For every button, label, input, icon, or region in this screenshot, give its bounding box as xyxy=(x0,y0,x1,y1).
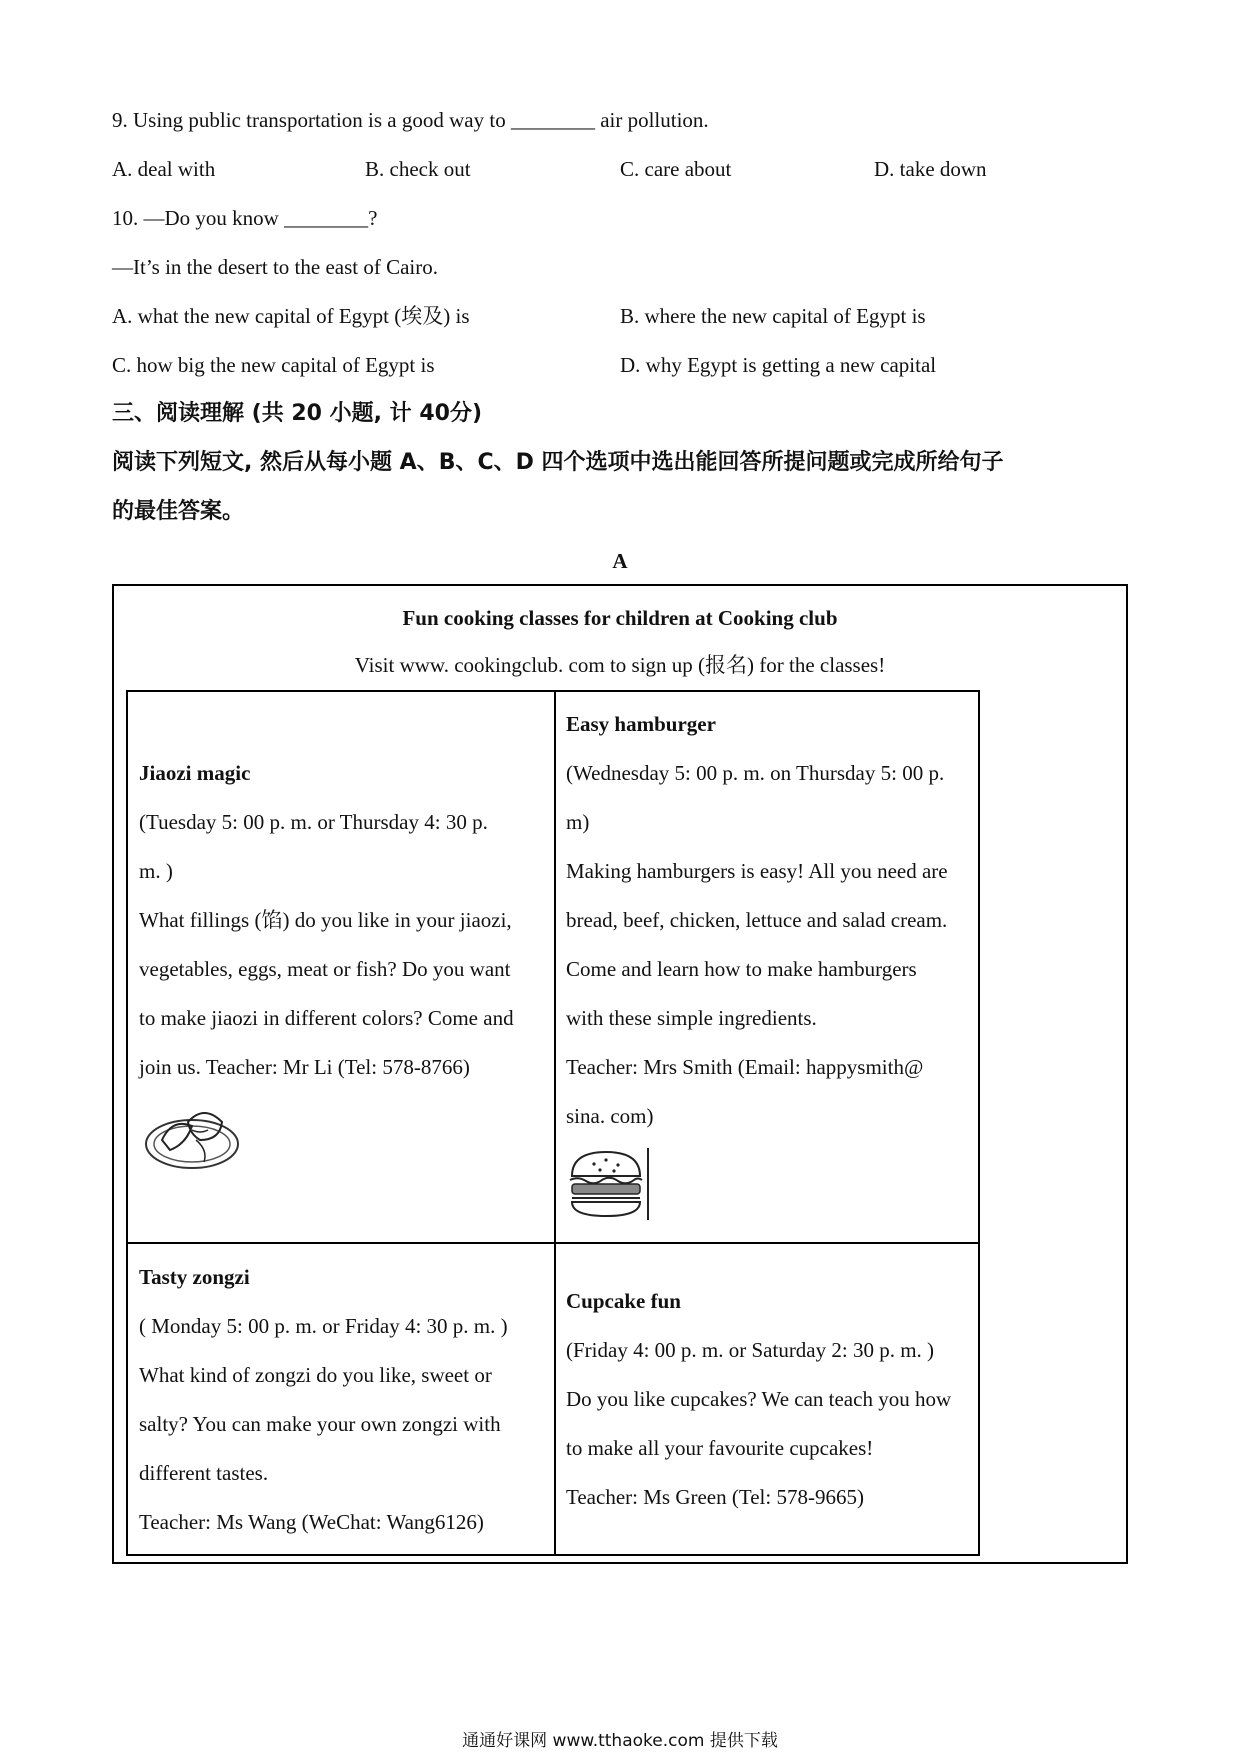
zongzi-line: Teacher: Ms Wang (WeChat: Wang6126) xyxy=(139,1510,484,1534)
hamburger-line: with these simple ingredients. xyxy=(566,1006,817,1030)
passage-label: A xyxy=(612,549,628,573)
section-instruction-2: 的最佳答案。 xyxy=(112,499,245,524)
jiaozi-line: join us. Teacher: Mr Li (Tel: 578-8766) xyxy=(139,1055,470,1079)
q10-answer-line: —It’s in the desert to the east of Cairo. xyxy=(112,255,439,279)
zongzi-line: different tastes. xyxy=(139,1461,269,1485)
ad-title: Fun cooking classes for children at Cooking club xyxy=(402,606,838,630)
cupcake-line: (Friday 4: 00 p. m. or Saturday 2: 30 p. m. ) xyxy=(566,1338,935,1362)
section-instruction-1: 阅读下列短文, 然后从每小题 A、B、C、D 四个选项中选出能回答所提问题或完成所给句子 xyxy=(112,450,1004,475)
hamburger-line: (Wednesday 5: 00 p. m. on Thursday 5: 00 p. xyxy=(566,761,945,785)
hamburger-cell xyxy=(566,700,966,1141)
jiaozi-line: (Tuesday 5: 00 p. m. or Thursday 4: 30 p. xyxy=(139,810,488,834)
q9-option-d: D. take down xyxy=(874,157,987,181)
hamburger-line: bread, beef, chicken, lettuce and salad cream. xyxy=(566,908,948,932)
zongzi-line: salty? You can make your own zongzi with xyxy=(139,1412,501,1436)
jiaozi-line: to make jiaozi in different colors? Come and xyxy=(139,1006,514,1030)
hamburger-line: m) xyxy=(566,810,590,834)
q10-option-b: B. where the new capital of Egypt is xyxy=(620,304,926,328)
q9-stem: 9. Using public transportation is a good way to ________ air pollution. xyxy=(112,108,709,132)
q10-option-c: C. how big the new capital of Egypt is xyxy=(112,353,435,377)
zongzi-title: Tasty zongzi xyxy=(139,1265,250,1289)
jiaozi-line: vegetables, eggs, meat or fish? Do you want xyxy=(139,957,511,981)
q10-option-d: D. why Egypt is getting a new capital xyxy=(620,353,937,377)
grid-divider-horizontal xyxy=(126,1242,980,1244)
cupcake-line: Do you like cupcakes? We can teach you how xyxy=(566,1387,952,1411)
hamburger-line: Making hamburgers is easy! All you need are xyxy=(566,859,948,883)
jiaozi-title: Jiaozi magic xyxy=(139,761,251,785)
cupcake-line: to make all your favourite cupcakes! xyxy=(566,1436,874,1460)
hamburger-line: sina. com) xyxy=(566,1104,654,1128)
zongzi-line: What kind of zongzi do you like, sweet or xyxy=(139,1363,492,1387)
zongzi-cell xyxy=(139,1253,539,1547)
cupcake-title: Cupcake fun xyxy=(566,1289,681,1313)
q9-option-b: B. check out xyxy=(365,157,471,181)
page-footer: 通通好课网 www.tthaoke.com 提供下载 xyxy=(462,1731,778,1751)
dumplings-plate-icon xyxy=(142,1100,242,1172)
hamburger-title: Easy hamburger xyxy=(566,712,716,736)
hamburger-icon xyxy=(566,1146,652,1222)
cupcake-cell xyxy=(566,1277,966,1522)
zongzi-line: ( Monday 5: 00 p. m. or Friday 4: 30 p. m. ) xyxy=(139,1314,508,1338)
jiaozi-cell xyxy=(139,749,539,1092)
section-title: 三、阅读理解 (共 20 小题, 计 40分) xyxy=(112,401,482,426)
q10-option-a: A. what the new capital of Egypt (埃及) is xyxy=(112,304,470,328)
jiaozi-line: m. ) xyxy=(139,859,173,883)
q9-option-a: A. deal with xyxy=(112,157,216,181)
hamburger-line: Come and learn how to make hamburgers xyxy=(566,957,917,981)
grid-divider-vertical xyxy=(554,690,556,1556)
cupcake-line: Teacher: Ms Green (Tel: 578-9665) xyxy=(566,1485,864,1509)
q9-option-c: C. care about xyxy=(620,157,732,181)
ad-subtitle: Visit www. cookingclub. com to sign up (报名) for the classes! xyxy=(354,653,886,677)
hamburger-line: Teacher: Mrs Smith (Email: happysmith@ xyxy=(566,1055,924,1079)
jiaozi-line: What fillings (馅) do you like in your jiaozi, xyxy=(139,908,512,932)
q10-stem: 10. —Do you know ________? xyxy=(112,206,378,230)
